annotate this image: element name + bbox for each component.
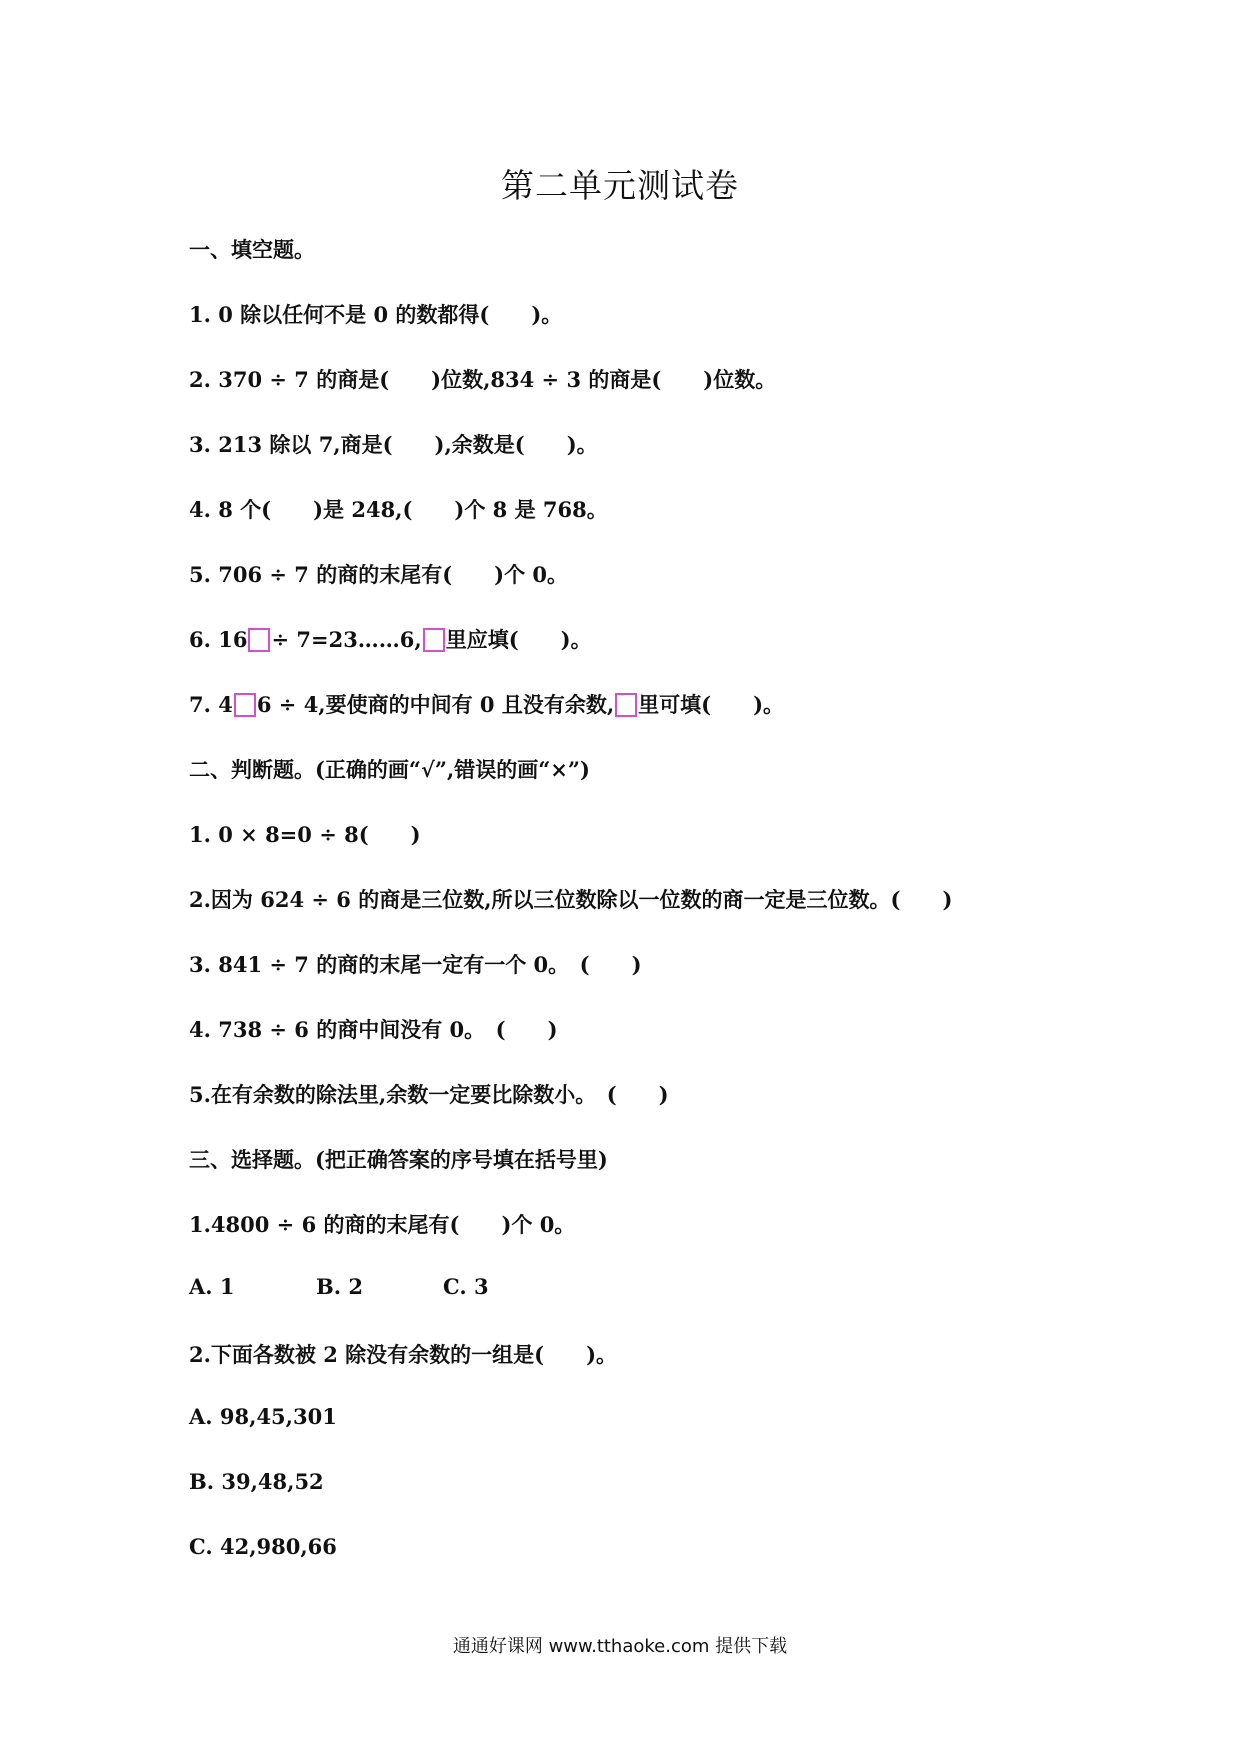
judge-question-5: 5.在有余数的除法里,余数一定要比除数小。 ( ) <box>189 1082 669 1107</box>
fill-question-5: 5. 706 ÷ 7 的商的末尾有( )个 0。 <box>189 562 569 587</box>
page-footer: 通通好课网 www.tthaoke.com 提供下载 <box>452 1636 788 1657</box>
q6-part-b: ÷ 7=23……6, <box>271 627 422 652</box>
judge-question-1: 1. 0 × 8=0 ÷ 8( ) <box>189 822 421 847</box>
judge-question-4: 4. 738 ÷ 6 的商中间没有 0。 ( ) <box>189 1017 558 1042</box>
fill-question-6 <box>189 624 592 654</box>
section3-heading: 三、选择题。(把正确答案的序号填在括号里) <box>189 1147 608 1172</box>
blank-box <box>248 628 270 652</box>
option-b: B. 2 <box>316 1274 363 1299</box>
blank-box <box>423 628 445 652</box>
fill-question-4: 4. 8 个( )是 248,( )个 8 是 768。 <box>189 497 608 522</box>
fill-question-7 <box>189 689 784 719</box>
choice-question-1-options <box>189 1274 489 1299</box>
q7-part-a: 7. 4 <box>189 692 233 717</box>
fill-question-3: 3. 213 除以 7,商是( ),余数是( )。 <box>189 432 598 457</box>
q6-part-c: 里应填( )。 <box>445 627 592 652</box>
blank-box <box>234 693 256 717</box>
judge-question-3: 3. 841 ÷ 7 的商的末尾一定有一个 0。 ( ) <box>189 952 642 977</box>
q7-part-b: 6 ÷ 4,要使商的中间有 0 且没有余数, <box>256 692 615 717</box>
choice-question-2: 2.下面各数被 2 除没有余数的一组是( )。 <box>189 1342 618 1367</box>
q7-part-c: 里可填( )。 <box>638 692 785 717</box>
section1-heading: 一、填空题。 <box>189 237 315 262</box>
choice-question-1: 1.4800 ÷ 6 的商的末尾有( )个 0。 <box>189 1212 576 1237</box>
page-title: 第二单元测试卷 <box>501 166 739 205</box>
choice-question-2-option-c: C. 42,980,66 <box>189 1534 337 1559</box>
q6-part-a: 6. 16 <box>189 627 248 652</box>
judge-question-2: 2.因为 624 ÷ 6 的商是三位数,所以三位数除以一位数的商一定是三位数。( ) <box>189 887 953 912</box>
fill-question-1: 1. 0 除以任何不是 0 的数都得( )。 <box>189 302 563 327</box>
option-a: A. 1 <box>189 1274 235 1299</box>
section2-heading: 二、判断题。(正确的画“√”,错误的画“×”) <box>189 757 590 782</box>
option-c: C. 3 <box>443 1274 489 1299</box>
fill-question-2: 2. 370 ÷ 7 的商是( )位数,834 ÷ 3 的商是( )位数。 <box>189 367 777 392</box>
blank-box <box>615 693 637 717</box>
choice-question-2-option-b: B. 39,48,52 <box>189 1469 324 1494</box>
choice-question-2-option-a: A. 98,45,301 <box>189 1404 337 1429</box>
